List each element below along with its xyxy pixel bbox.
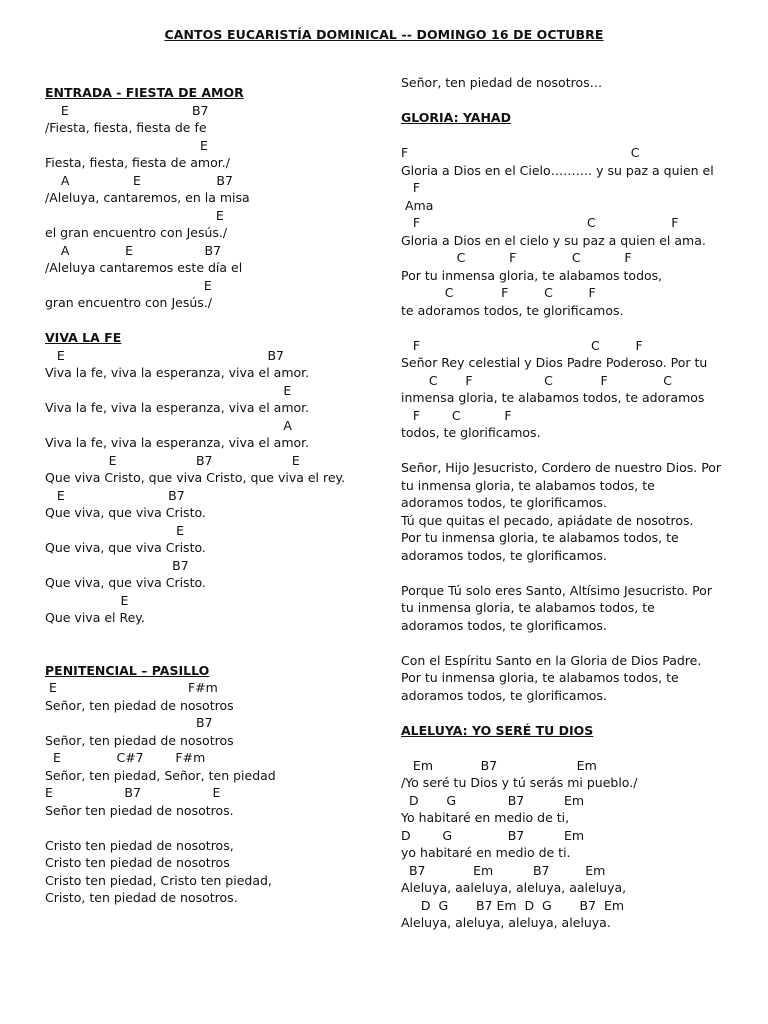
lyric-line: Que viva, que viva Cristo. [45,540,206,555]
lyric-line: E B7 [45,102,209,118]
lyric-line: C F C F [401,285,596,300]
blank-line [45,819,375,837]
lyric-line: Señor, Hijo Jesucristo, Cordero de nuestro Dios. Por [401,460,722,475]
lyric-line: Cristo ten piedad de nosotros, [45,837,234,853]
blank-line [401,739,746,757]
section-heading: VIVA LA FE [45,330,122,345]
lyric-line: F C F [401,407,512,423]
section-heading: ENTRADA - FIESTA DE AMOR [45,85,244,100]
section-heading: PENITENCIAL – PASILLO [45,662,210,678]
lyric-line: Aleluya, aleluya, aleluya, aleluya. [401,915,611,930]
lyric-line: Fiesta, fiesta, fiesta de amor./ [45,155,230,170]
blank-line [45,312,375,330]
lyric-line: Porque Tú solo eres Santo, Altísimo Jesucristo. Por [401,582,712,598]
blank-line [401,127,746,145]
lyric-line: Tú que quitas el pecado, apiádate de nosotros. [401,512,694,528]
lyric-line: F C F [401,337,643,353]
lyric-line: Señor, ten piedad de nosotros [45,732,234,748]
lyric-line: Señor, ten piedad de nosotros… [401,75,603,90]
blank-line [401,442,746,460]
lyric-line: Yo habitaré en medio de ti, [401,810,570,825]
lyric-line: A E B7 [45,172,233,188]
lyric-line: Aleluya, aaleluya, aleluya, aaleluya, [401,880,627,895]
lyric-line: E B7 [45,487,185,503]
lyric-line: Em B7 Em [401,757,597,773]
section-heading: ALELUYA: YO SERÉ TU DIOS [401,722,594,738]
lyric-line: F C [401,145,640,160]
lyric-line: adoramos todos, te glorificamos. [401,495,607,510]
lyric-line: Que viva, que viva Cristo. [45,575,206,590]
blank-line [401,319,746,337]
lyric-line: Cristo ten piedad de nosotros [45,855,230,870]
lyric-line: gran encuentro con Jesús./ [45,295,212,310]
blank-line [401,564,746,582]
lyric-line: Viva la fe, viva la esperanza, viva el amor. [45,400,310,415]
lyric-line: C F C F [401,250,632,265]
lyric-line: Ama [401,197,434,213]
lyric-line: adoramos todos, te glorificamos. [401,547,607,563]
lyric-line: /Aleluya cantaremos este día el [45,260,243,275]
lyric-line: E [45,382,292,398]
lyric-line: te adoramos todos, te glorificamos. [401,302,624,318]
lyric-line: Con el Espíritu Santo en la Gloria de Dios Padre. [401,652,702,668]
lyric-line: adoramos todos, te glorificamos. [401,687,607,703]
lyric-line: Gloria a Dios en el cielo y su paz a quien el ama. [401,232,706,248]
lyric-line: E [45,207,224,223]
lyric-line: Cristo, ten piedad de nosotros. [45,890,238,905]
lyric-line: A E B7 [45,242,222,258]
lyric-line: /Fiesta, fiesta, fiesta de fe [45,120,207,135]
lyric-line: tu inmensa gloria, te alabamos todos, te [401,600,655,615]
lyric-line: Que viva el Rey. [45,610,145,625]
lyric-line: Cristo ten piedad, Cristo ten piedad, [45,872,272,888]
section-heading: GLORIA: YAHAD [401,110,511,125]
lyric-line: D G B7 Em [401,792,585,808]
lyric-line: /Aleluya, cantaremos, en la misa [45,190,250,205]
blank-line [401,92,746,110]
right-column [401,74,746,932]
lyric-line: E B7 E [45,452,300,468]
lyric-line: inmensa gloria, te alabamos todos, te adoramos [401,390,705,405]
lyric-line: C F C F C [401,372,673,388]
lyric-line: Por tu inmensa gloria, te alabamos todos, [401,267,663,283]
lyric-line: D G B7 Em D G B7 Em [401,897,625,913]
lyric-line: todos, te glorificamos. [401,425,541,440]
lyric-line: el gran encuentro con Jesús./ [45,225,228,240]
lyric-line: E [45,137,208,153]
lyric-line: E C#7 F#m [45,750,206,765]
lyric-line: Señor Rey celestial y Dios Padre Poderoso. Por tu [401,355,708,370]
lyric-line: Señor, ten piedad de nosotros [45,697,234,713]
lyric-line: adoramos todos, te glorificamos. [401,617,607,633]
lyric-line: A [45,417,292,433]
lyric-line: Que viva Cristo, que viva Cristo, que viva el rey. [45,470,346,485]
lyric-line: B7 [45,715,213,730]
blank-line [45,627,375,645]
blank-line [401,704,746,722]
lyric-line: Gloria a Dios en el Cielo………. y su paz a quien el [401,162,714,178]
blank-line [401,634,746,652]
lyric-line: Por tu inmensa gloria, te alabamos todos, te [401,670,679,685]
lyric-line: Señor ten piedad de nosotros. [45,802,234,818]
lyric-line: B7 [45,557,189,573]
lyric-line: E [45,277,212,293]
lyric-line: D G B7 Em [401,827,585,843]
lyric-line: E F#m [45,680,218,695]
lyric-line: Viva la fe, viva la esperanza, viva el amor. [45,365,310,380]
lyric-line: E B7 [45,347,284,363]
lyric-line: E B7 E [45,785,221,800]
lyric-line: E [45,522,185,538]
lyric-line: E [45,592,129,608]
lyric-line: Que viva, que viva Cristo. [45,505,206,520]
lyric-line: F C F [401,215,679,230]
lyric-line: tu inmensa gloria, te alabamos todos, te [401,477,655,493]
lyric-line: yo habitaré en medio de ti. [401,845,571,860]
lyric-line: Señor, ten piedad, Señor, ten piedad [45,767,276,783]
lyric-line: /Yo seré tu Dios y tú serás mi pueblo./ [401,775,638,790]
lyric-line: B7 Em B7 Em [401,862,606,878]
blank-line [45,644,375,662]
lyric-line: Por tu inmensa gloria, te alabamos todos, te [401,530,679,545]
left-column [45,84,375,907]
page-title: CANTOS EUCARISTÍA DOMINICAL -- DOMINGO 16 DE OCTUBRE [164,27,604,42]
lyric-line: Viva la fe, viva la esperanza, viva el amor. [45,435,310,450]
lyric-line: F [401,180,421,195]
